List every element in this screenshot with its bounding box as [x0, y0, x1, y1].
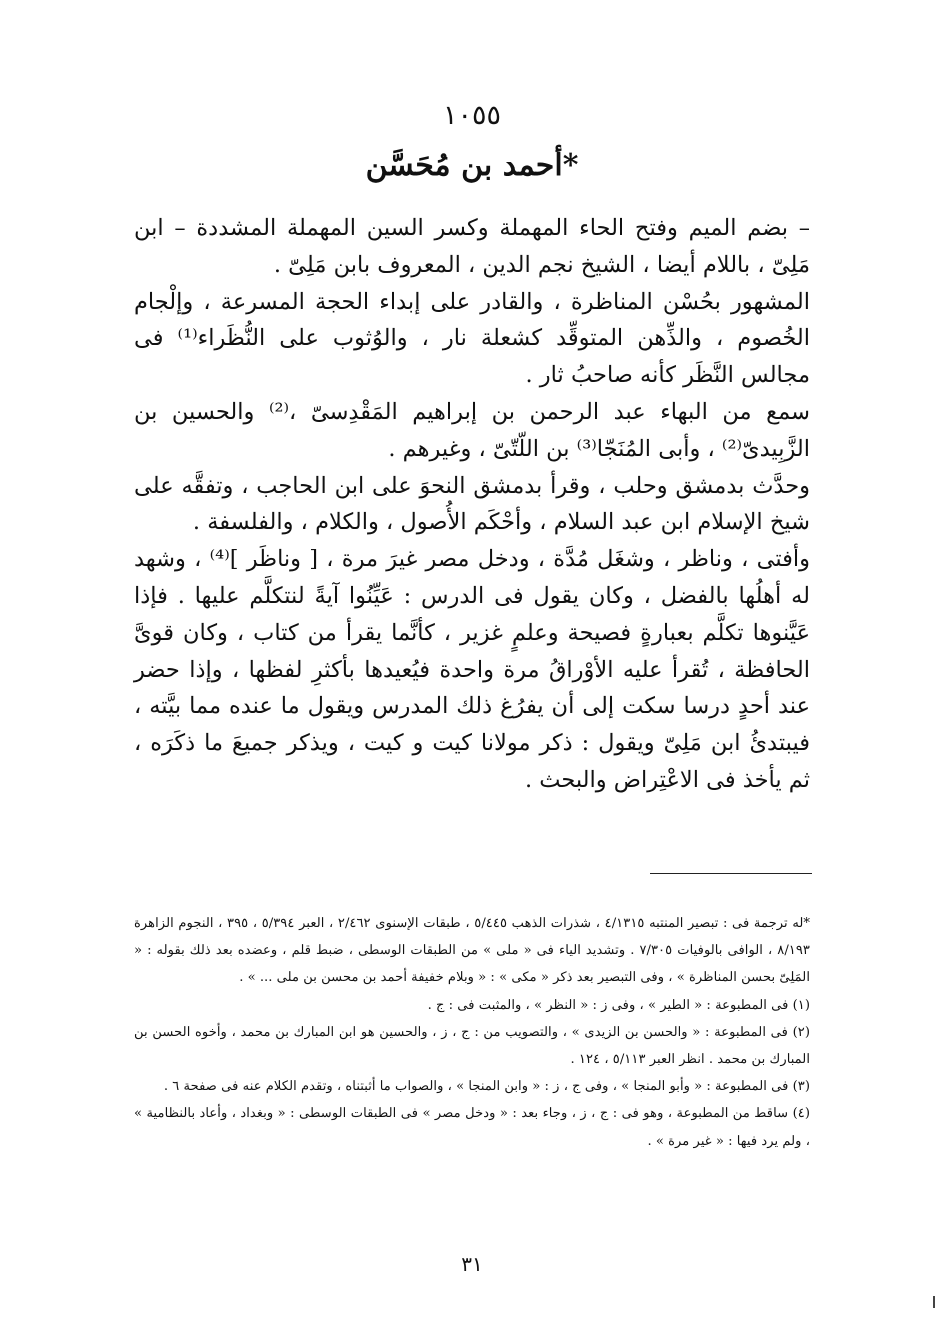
paragraph: – بضم الميم وفتح الحاء المهملة وكسر السين المهملة المشددة – ابن مَلِىّ ، باللام أيضا ، الشيخ نجم الدين ، المعروف بابن مَلِىّ . [134, 215, 810, 278]
paragraph: المشهور بحُسْن المناظرة ، والقادر على إبداء الحجة المسرعة ، وإلْجام الخُصوم ، والذِّهن المتوقِّد كشعلة نار ، والوُثوب على النُّظَراء⁽¹⁾ فى مجالس النَّظَر كأنه صاحبُ ثار . [134, 288, 811, 389]
footnote-item: (٣) فى المطبوعة : « وأبو المنجا » ، وفى ج ، ز : « وابن المنجا » ، والصواب ما أثبتناه ، وتقدم الكلام عنه فى صفحة ٦ . [163, 1079, 810, 1095]
paragraph: سمع من البهاء عبد الرحمن بن إبراهيم المَقْدِسىّ ،⁽²⁾ والحسين بن الزَّبِيدىّ⁽²⁾ ، وأبى المُنَجّا⁽³⁾ بن اللّتّىّ ، وغيرهم . [134, 398, 810, 462]
entry-number: ١٠٥٥ [442, 100, 501, 131]
footnote-separator [650, 873, 812, 874]
scan-edge-mark [933, 1296, 935, 1308]
footnote-item: (٤) ساقط من المطبوعة ، وهو فى : ج ، ز ، وجاء بعد : « ودخل مصر » فى الطبقات الوسطى : « وبغداد ، وأعاد بالنظامية » ، ولم يرد فيها : « غير مرة » . [134, 1106, 810, 1149]
page-number: ٣١ [461, 1252, 483, 1276]
footnotes [134, 910, 810, 1155]
paragraph: وأفتى ، وناظر ، وشغَل مُدَّة ، ودخل مصر غيرَ مرة ، [ وناظَر ]⁽⁴⁾ ، وشهد له أهلُها بالفضل ، وكان يقول فى الدرس : عَيِّنُوا آيةً لنتكلَّم عليها . فإذا عَيَّنوها تكلَّم بعبارةٍ فصيحة وعلمٍ غزير ، كأنَّما يقرأ من كتاب ، وكان قوىَّ الحافظة ، تُقرأ عليه الأوْراقُ مرة واحدة فيُعيدها بأكثرِ لفظها ، وإذا حضر عند أحدٍ درسا سكت إلى أن يفرُغ ذلك المدرس ويقول ما عنده مما بيَّته ، فيبتدئُ ابن مَلِىّ ويقول : ذكر مولانا كيت و كيت ، ويذكر جميعَ ما ذكَرَه ، ثم يأخذ فى الاعْتِراض والبحث . [134, 546, 810, 793]
main-text [134, 210, 810, 799]
footnote-item: (١) فى المطبوعة : « الطير » ، وفى ز : « النظر » ، والمثبت فى : ج . [427, 997, 810, 1013]
footnote-source: *له ترجمة فى : تبصير المنتبه ٤/١٣١٥ ، شذرات الذهب ٥/٤٤٥ ، طبقات الإسنوى ٢/٤٦٢ ، العبر ٥/٣٩٤ ، ٣٩٥ ، النجوم الزاهرة ٨/١٩٣ ، الوافى بالوفيات ٧/٣٠٥ . وتشديد الياء فى « ملى » من الطبقات الوسطى ، ضبط قلم ، وعضده بعد ذلك بقوله : « المَلِىّ بحسن المناظرة » ، وفى التبصير بعد ذكر « مكى » : « وبلام خفيفة أحمد بن محسن بن ملى ... » . [134, 916, 811, 986]
footnote-item: (٢) فى المطبوعة : « والحسن بن الزيدى » ، والتصويب من : ج ، ز ، والحسين هو ابن المبارك بن محمد ، وأخوه الحسن بن المبارك بن محمد . انظر العبر ٥/١١٣ ، ١٢٤ . [134, 1024, 810, 1068]
entry-title: أحمد بن مُحَسَّن* [365, 148, 579, 183]
paragraph: وحدَّث بدمشق وحلب ، وقرأ بدمشق النحوَ على ابن الحاجب ، وتفقَّه على شيخ الإسلام ابن عبد السلام ، وأحْكَم الأُصول ، والكلام ، والفلسفة . [134, 472, 810, 536]
